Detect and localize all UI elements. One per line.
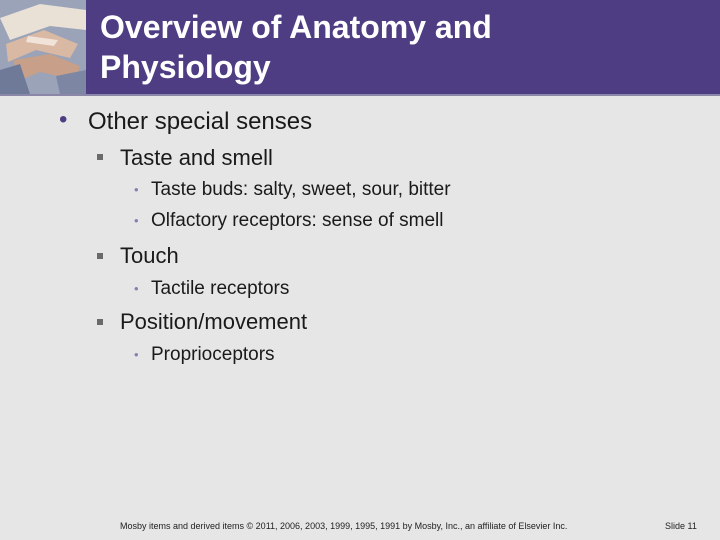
- main-bullet: Other special senses: [88, 108, 313, 135]
- sub-sub-bullet: Tactile receptors: [151, 278, 290, 299]
- sub-bullet-taste-smell: Taste and smell: [120, 145, 273, 170]
- square-bullet-icon: [97, 154, 103, 160]
- bullet-dot-icon: •: [134, 281, 139, 296]
- sub-bullet-position-movement: Position/movement: [120, 309, 308, 334]
- slide-number: Slide 11: [665, 521, 697, 531]
- square-bullet-icon: [97, 319, 103, 325]
- sub-sub-bullet: Olfactory receptors: sense of smell: [151, 210, 444, 231]
- slide-title-line-1: Overview of Anatomy and: [100, 9, 492, 45]
- sub-sub-bullet: Taste buds: salty, sweet, sour, bitter: [151, 179, 451, 200]
- sub-sub-bullet: Proprioceptors: [151, 344, 275, 365]
- bullet-dot-icon: •: [134, 347, 139, 362]
- bullet-dot-icon: •: [134, 182, 139, 197]
- bullet-dot-icon: •: [59, 106, 68, 133]
- square-bullet-icon: [97, 253, 103, 259]
- bullet-dot-icon: •: [134, 213, 139, 228]
- slide-title-line-2: Physiology: [100, 49, 271, 85]
- footer-copyright: Mosby items and derived items © 2011, 2006, 2003, 1999, 1995, 1991 by Mosby, Inc., an affiliate of Elsevier Inc.: [120, 521, 568, 531]
- sub-bullet-touch: Touch: [120, 243, 179, 268]
